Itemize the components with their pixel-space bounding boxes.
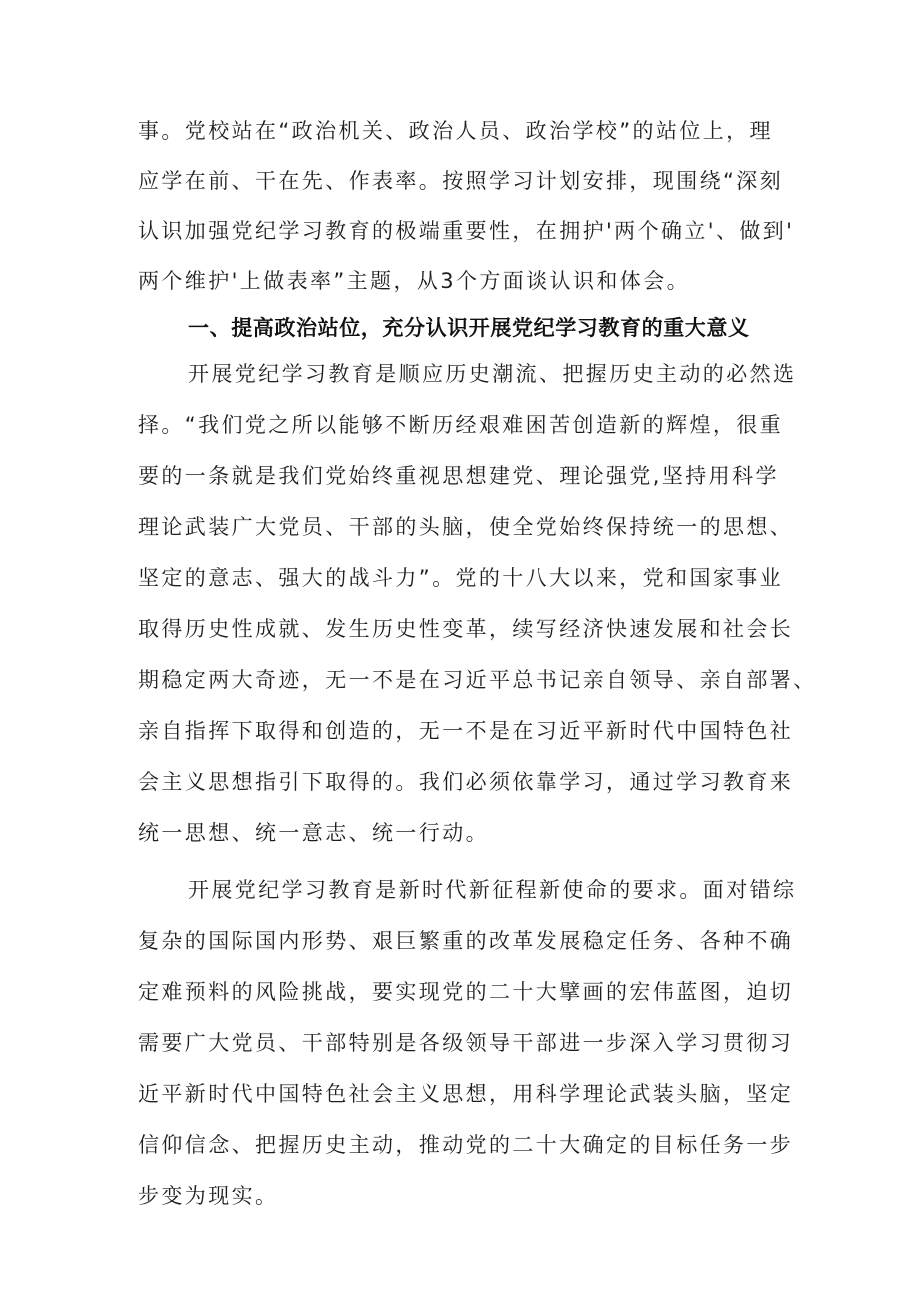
paragraph-3-line-5: 近平新时代中国特色社会主义思想，用科学理论武装头脑，坚定 [138,1082,794,1106]
paragraph-2-line-10: 统一思想、统一意志、统一行动。 [138,821,489,845]
paragraph-3-line-3: 定难预料的风险挑战，要实现党的二十大擘画的宏伟蓝图，迫切 [138,980,794,1004]
paragraph-1-line-4: 两个维护'上做表率”主题，从3个方面谈认识和体会。 [138,269,691,293]
paragraph-1-line-2: 应学在前、干在先、作表率。按照学习计划安排，现围绕“深刻 [138,169,784,193]
paragraph-2-line-3: 要的一条就是我们党始终重视思想建党、理论强党,坚持用科学 [138,464,779,488]
paragraph-1-line-1: 事。党校站在“政治机关、政治人员、政治学校”的站位上，理 [138,119,773,143]
paragraph-2-line-1: 开展党纪学习教育是顺应历史潮流、把握历史主动的必然选 [188,362,797,386]
paragraph-2-line-7: 期稳定两大奇迹，无一不是在习近平总书记亲自领导、亲自部署、 [138,668,817,692]
section-heading: 一、提高政治站位，充分认识开展党纪学习教育的重大意义 [188,316,750,340]
paragraph-2-line-2: 择。“我们党之所以能够不断历经艰难困苦创造新的辉煌，很重 [138,413,784,437]
paragraph-3-line-6: 信仰信念、把握历史主动，推动党的二十大确定的目标任务一步 [138,1133,794,1157]
paragraph-2-line-5: 坚定的意志、强大的战斗力”。党的十八大以来，党和国家事业 [138,566,784,590]
paragraph-3-line-7: 步变为现实。 [138,1184,279,1208]
paragraph-2-line-9: 会主义思想指引下取得的。我们必须依靠学习，通过学习教育来 [138,770,794,794]
paragraph-3-line-1: 开展党纪学习教育是新时代新征程新使命的要求。面对错综 [188,878,797,902]
paragraph-2-line-8: 亲自指挥下取得和创造的，无一不是在习近平新时代中国特色社 [138,719,794,743]
paragraph-3-line-4: 需要广大党员、干部特别是各级领导干部进一步深入学习贯彻习 [138,1031,794,1055]
paragraph-3-line-2: 复杂的国际国内形势、艰巨繁重的改革发展稳定任务、各种不确 [138,929,794,953]
paragraph-1-line-3: 认识加强党纪学习教育的极端重要性，在拥护'两个确立'、做到' [138,219,795,243]
paragraph-2-line-6: 取得历史性成就、发生历史性变革，续写经济快速发展和社会长 [138,617,794,641]
paragraph-2-line-4: 理论武装广大党员、干部的头脑，使全党始终保持统一的思想、 [138,515,794,539]
